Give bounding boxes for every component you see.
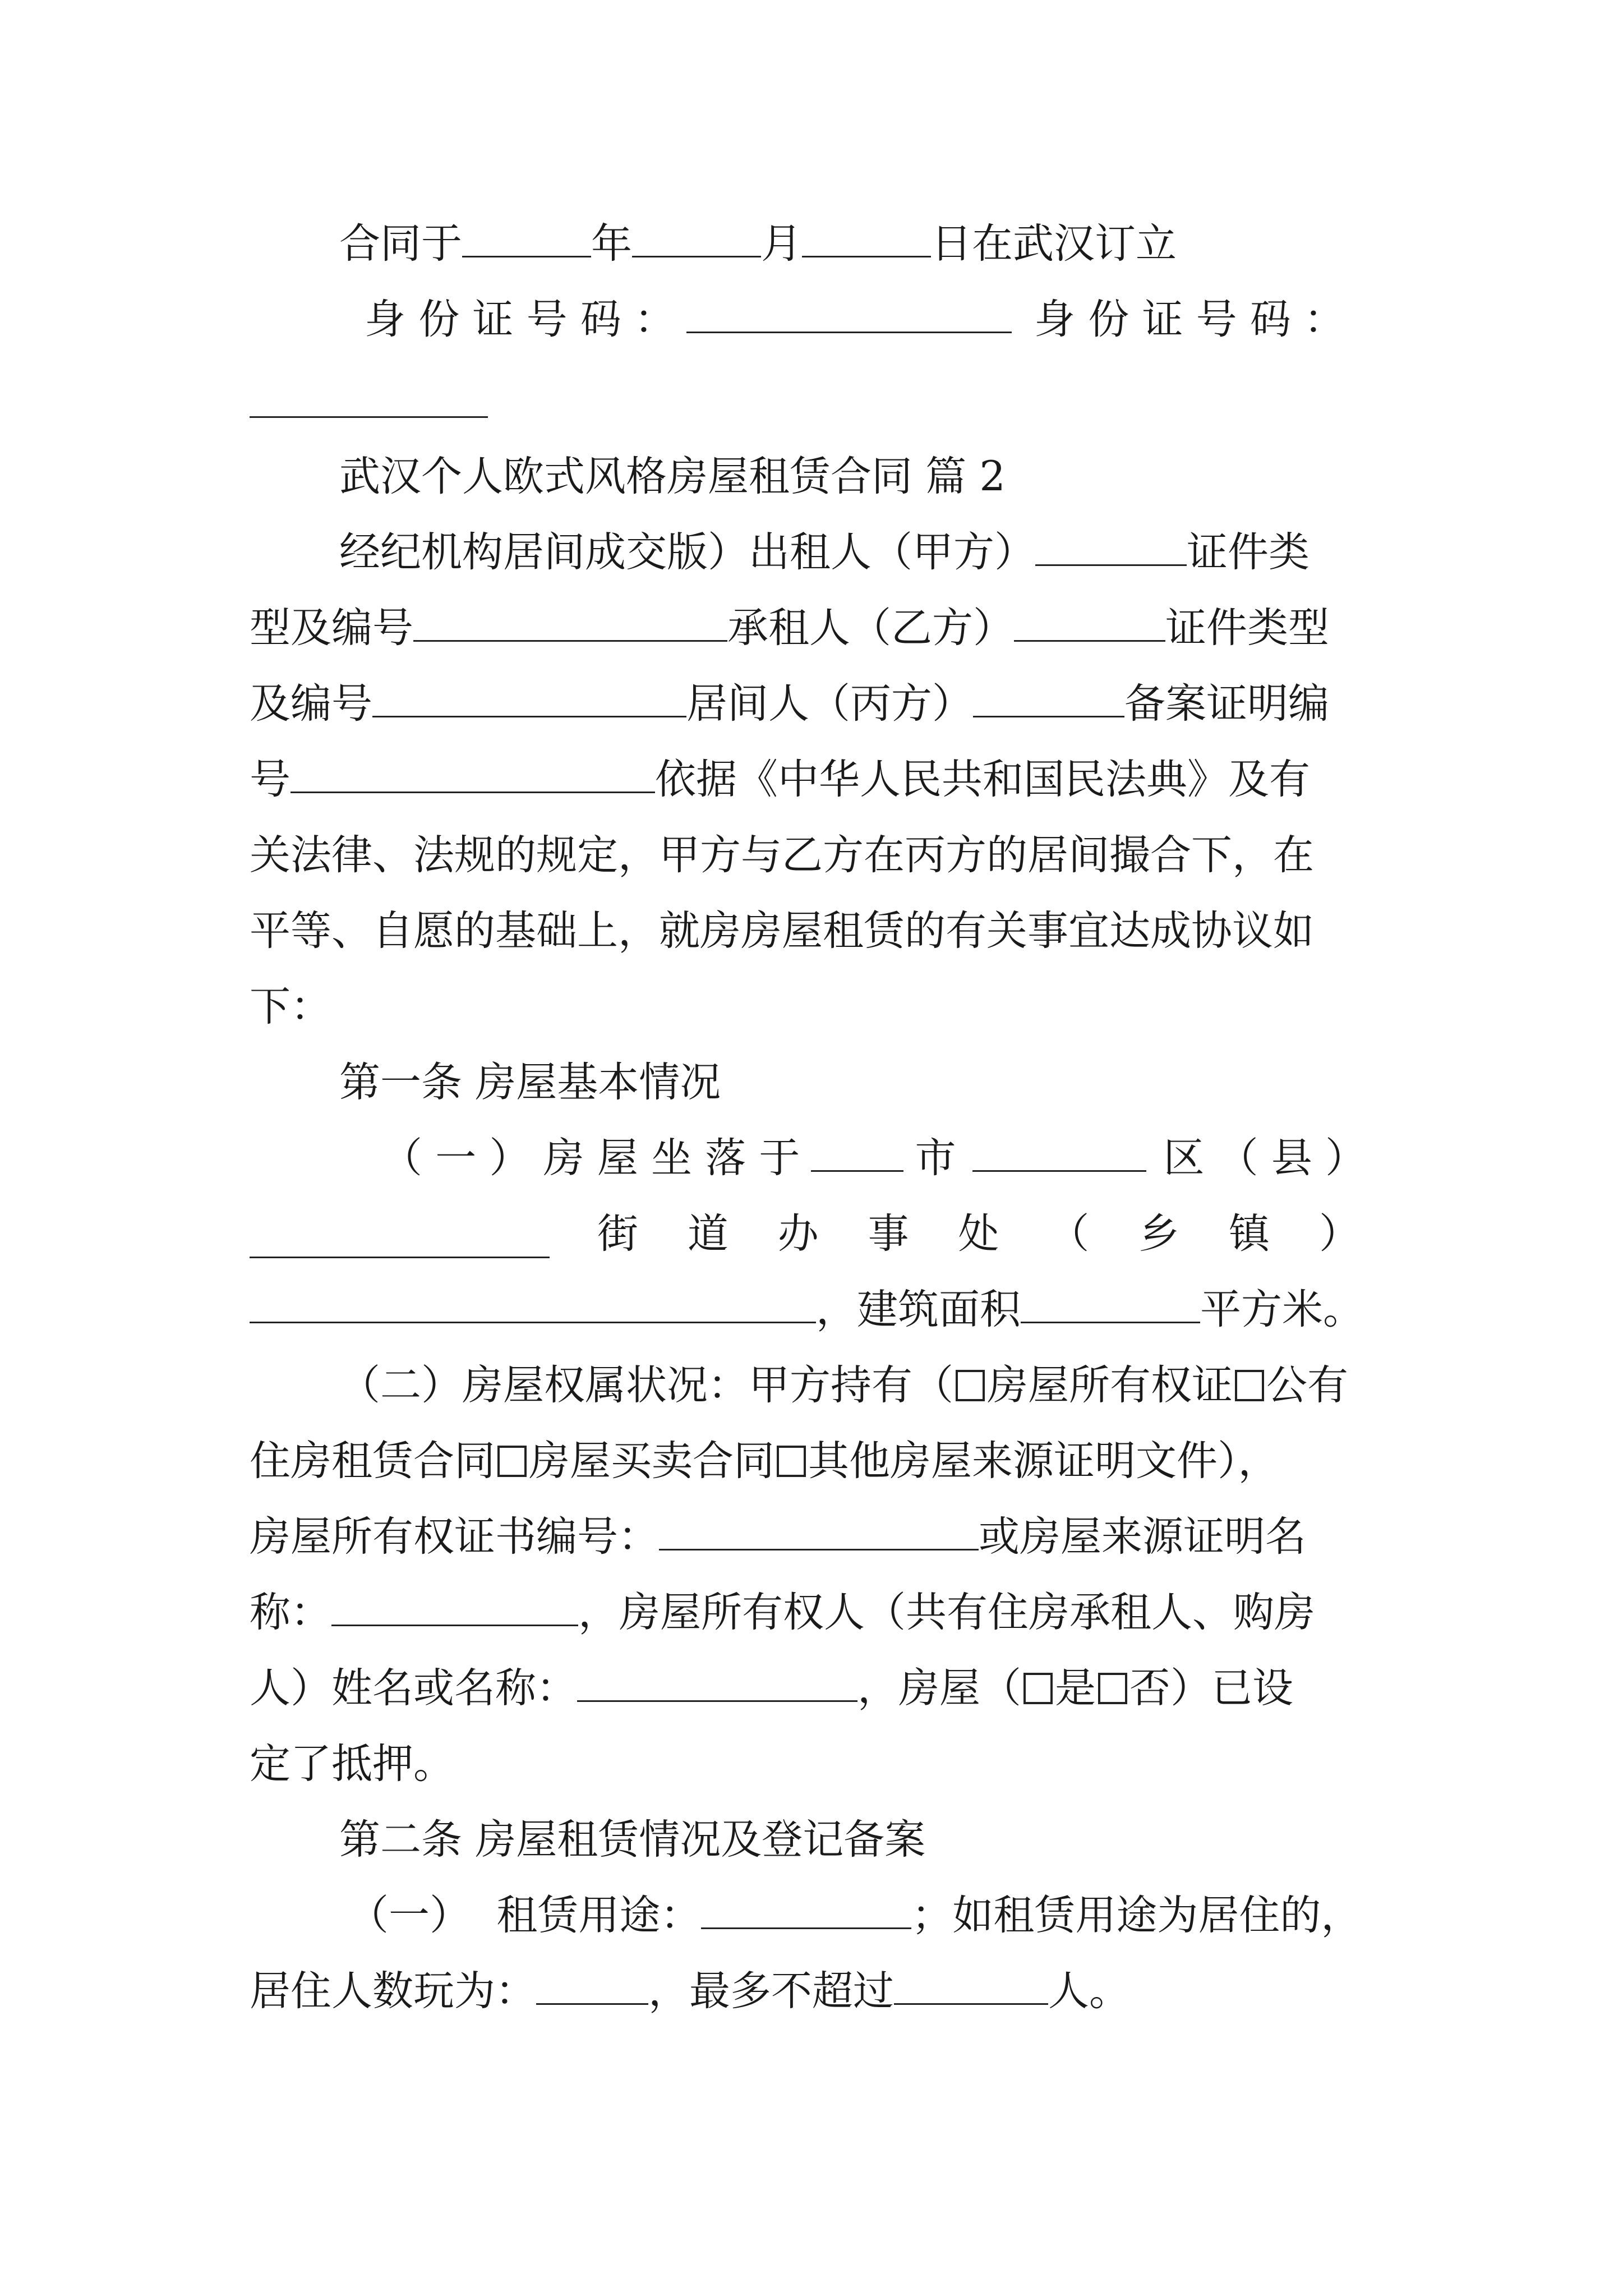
blank-field — [372, 679, 686, 717]
checkbox-icon[interactable] — [956, 1370, 985, 1401]
text: ） — [1319, 1210, 1360, 1258]
blank-field — [701, 1890, 911, 1929]
year-label: 年 — [591, 220, 632, 268]
ownership-line-4 — [250, 1585, 1315, 1641]
blank-field — [536, 1966, 648, 2005]
sign-prefix: 合同于 — [339, 220, 462, 268]
blank-field — [972, 1133, 1146, 1172]
text: 房屋所有权证 — [987, 1361, 1233, 1409]
id-number-line — [365, 292, 1345, 348]
blank-field — [462, 219, 591, 257]
address-line-1 — [381, 1130, 1366, 1186]
blank-field — [894, 1966, 1048, 2005]
checkbox-icon[interactable] — [1235, 1370, 1264, 1401]
blank-field — [1035, 527, 1187, 566]
article-1-title: 第一条 房屋基本情况 — [339, 1059, 721, 1106]
blank-field — [811, 1133, 903, 1172]
text: 其他房屋来源证明文件）， — [808, 1437, 1279, 1485]
text: 承租人（乙方） — [727, 604, 1014, 652]
blank-field — [577, 1663, 857, 1702]
text: ；如租赁用途为居住的， — [911, 1892, 1362, 1939]
month-label: 月 — [761, 220, 802, 268]
text: 号 — [250, 756, 291, 803]
blank-field — [802, 219, 931, 257]
text: 经纪机构居间成交版）出租人（甲方） — [339, 528, 1035, 576]
text: 乡 — [1138, 1210, 1180, 1258]
section-title: 武汉个人欧式风格房屋租赁合同 篇 2 — [339, 453, 1006, 500]
text: 型及编号 — [250, 604, 413, 652]
blank-field — [291, 754, 655, 793]
text: 证件类型 — [1165, 604, 1329, 652]
blank-field — [250, 1285, 816, 1323]
text: 及编号 — [250, 680, 372, 728]
text: 人。 — [1048, 1967, 1130, 2015]
checkbox-icon[interactable] — [1098, 1673, 1127, 1704]
text: 住房租赁合同 — [250, 1437, 495, 1485]
blank-field — [659, 1512, 979, 1550]
address-line-3 — [250, 1282, 1364, 1338]
intro-line-1 — [339, 524, 1310, 581]
ownership-line-1 — [339, 1358, 1348, 1414]
text: （ 一 ） 房 屋 坐 落 于 — [381, 1134, 800, 1182]
blank-field — [413, 603, 727, 642]
text: （ — [1048, 1210, 1090, 1258]
blank-field — [250, 1257, 550, 1258]
checkbox-icon[interactable] — [1023, 1673, 1053, 1704]
ownership-line-5 — [250, 1660, 1293, 1717]
text: 房屋所有权证书编号： — [250, 1513, 659, 1561]
id-label-b: 身 份 证 号 码 ： — [1034, 296, 1345, 343]
checkbox-icon[interactable] — [497, 1446, 527, 1477]
sign-suffix: 日在武汉订立 — [931, 220, 1177, 268]
article-2-title: 第二条 房屋租赁情况及登记备案 — [339, 1816, 926, 1864]
blank-field — [1014, 603, 1165, 642]
text: 备案证明编 — [1124, 680, 1329, 728]
intro-line-6: 平等、自愿的基础上，就房房屋租赁的有关事宜达成协议如 — [250, 907, 1314, 955]
text: 居住人数玩为： — [250, 1967, 536, 2015]
usage-line-1 — [348, 1888, 1362, 1944]
text: ，最多不超过 — [648, 1967, 894, 2015]
text: 区 （ 县 ） — [1163, 1134, 1367, 1182]
text: 镇 — [1229, 1210, 1270, 1258]
text: （二）房屋权属状况：甲方持有（ — [339, 1361, 953, 1409]
blank-field — [250, 416, 488, 418]
text: 或房屋来源证明名 — [979, 1513, 1306, 1561]
intro-line-3 — [250, 676, 1329, 732]
text: 处 — [958, 1210, 999, 1258]
text: 房屋买卖合同 — [529, 1437, 774, 1485]
intro-line-5: 关法律、法规的规定，甲方与乙方在丙方的居间撮合下，在 — [250, 831, 1314, 879]
text: 市 — [915, 1134, 956, 1182]
blank-field — [973, 679, 1124, 717]
text: 办 — [777, 1210, 819, 1258]
text: 道 — [687, 1210, 728, 1258]
text: 是 — [1055, 1664, 1096, 1712]
ownership-line-2 — [250, 1433, 1279, 1489]
address-line-2 — [597, 1206, 1360, 1262]
text: 依据《中华人民共和国民法典》及有 — [655, 756, 1310, 803]
id-label-a: 身 份 证 号 码 ： — [365, 296, 676, 343]
sign-date-line — [339, 216, 1177, 272]
ownership-line-3 — [250, 1509, 1306, 1565]
blank-field — [1021, 1285, 1200, 1323]
ownership-line-6: 定了抵押。 — [250, 1740, 454, 1788]
text: 证件类 — [1187, 528, 1310, 576]
text: ，建筑面积 — [816, 1286, 1021, 1333]
blank-field — [632, 219, 761, 257]
intro-line-2 — [250, 600, 1329, 656]
text: ，房屋所有权人（共有住房承租人、购房 — [578, 1589, 1315, 1636]
text: ，房屋（ — [857, 1664, 1021, 1712]
text: 事 — [868, 1210, 909, 1258]
intro-line-7: 下： — [250, 983, 331, 1030]
checkbox-icon[interactable] — [777, 1446, 806, 1477]
usage-line-2 — [250, 1963, 1130, 2019]
intro-line-4 — [250, 752, 1310, 808]
text: 称： — [250, 1589, 331, 1636]
text: 居间人（丙方） — [686, 680, 973, 728]
blank-field — [686, 295, 1012, 333]
text: （一） 租赁用途： — [348, 1892, 702, 1939]
blank-field — [331, 1588, 578, 1626]
text: 街 — [597, 1210, 638, 1258]
text: 人）姓名或名称： — [250, 1664, 577, 1712]
text: 平方米。 — [1200, 1286, 1364, 1333]
text: 否）已设 — [1129, 1664, 1293, 1712]
text: 公有 — [1266, 1361, 1348, 1409]
